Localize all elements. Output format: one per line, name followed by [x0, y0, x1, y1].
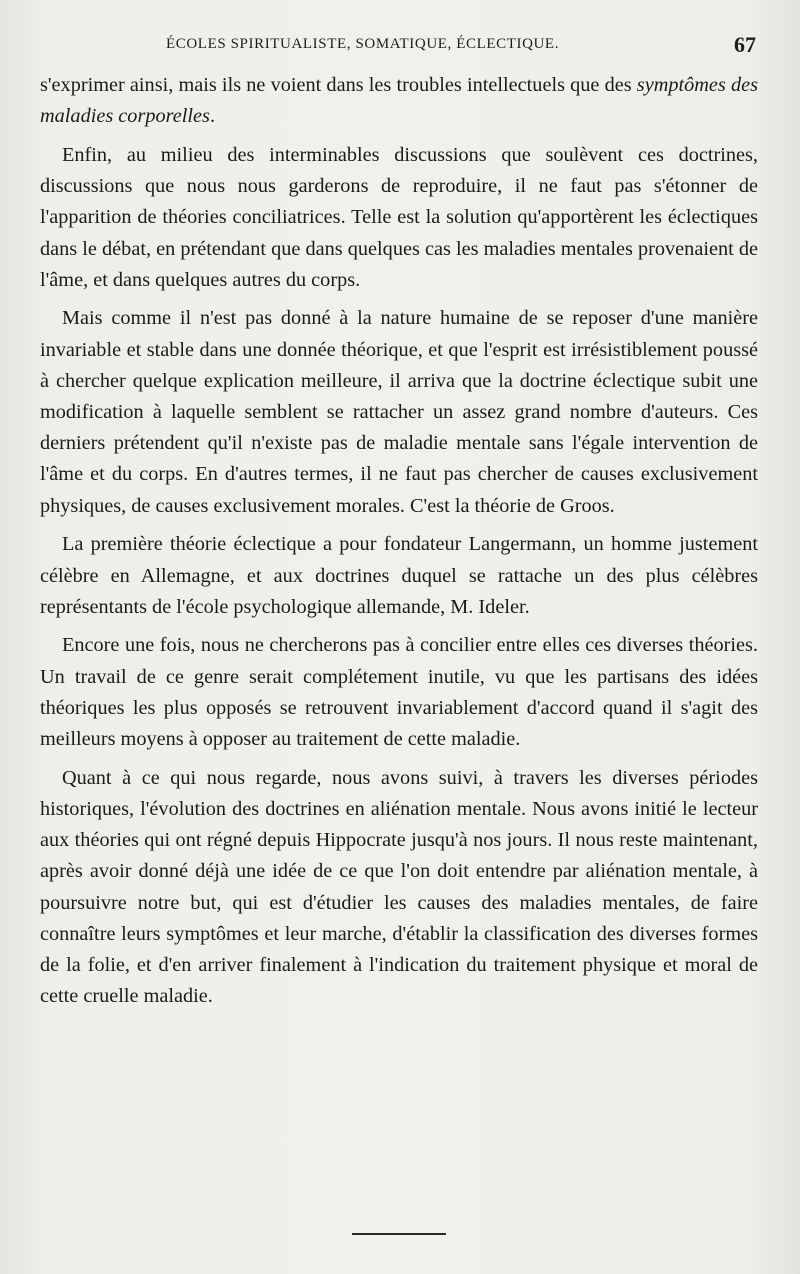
show-through-text — [40, 1185, 760, 1215]
paragraph-0-text: s'exprimer ainsi, mais ils ne voient dans les troubles intellectuels que des — [40, 74, 637, 96]
paragraph-0-tail: . — [209, 105, 216, 128]
page-number: 67 — [734, 32, 756, 57]
paragraph-0-italic: symptômes des maladies corporelles — [40, 74, 758, 128]
paragraph-2: Mais comme il n'est pas donné à la nature humaine de se reposer d'une manière invariable et stable dans une donnée théorique, et que l'esprit est irrésistiblement poussé à chercher quelque explication meilleure, il arriva que la doctrine éclectique subit une modification à laquelle semblent se rattacher un assez grand nombre d'auteurs. Ces derniers prétendent qu'il n'existe pas de maladie mentale sans l'égale intervention de l'âme et du corps. En d'autres termes, il ne faut pas chercher de causes exclusivement physiques, de causes exclusivement morales. C'est la théorie de Groos. — [40, 307, 758, 517]
page-header — [40, 32, 758, 64]
footnote-separator-rule — [352, 1233, 446, 1235]
paragraph-3: La première théorie éclectique a pour fondateur Langermann, un homme justement célèbre en Allemagne, et aux doctrines duquel se rattache un des plus célèbres représentants de l'école psychologique allemande, M. Ideler. — [40, 533, 758, 618]
body-text — [40, 70, 758, 1020]
paragraph-1: Enfin, au milieu des interminables discussions que soulèvent ces doctrines, discussions que nous nous garderons de reproduire, il ne faut pas s'étonner de l'apparition de théories conciliatrices. Telle est la solution qu'apportèrent les éclectiques dans le débat, en prétendant que dans quelques cas les maladies mentales provenaient de l'âme, et dans quelques autres du corps. — [40, 143, 758, 291]
paragraph-0 — [40, 70, 758, 132]
paragraph-4: Encore une fois, nous ne chercherons pas à concilier entre elles ces diverses théories. Un travail de ce genre serait complétement inutile, vu que les partisans des idées théoriques les plus opposés se retrouvent invariablement d'accord quand il s'agit des meilleurs moyens à opposer au traitement de cette maladie. — [40, 634, 758, 751]
running-head: ÉCOLES SPIRITUALISTE, SOMATIQUE, ÉCLECTIQUE. — [166, 36, 560, 52]
paragraph-5: Quant à ce qui nous regarde, nous avons suivi, à travers les diverses périodes historiques, l'évolution des doctrines en aliénation mentale. Nous avons initié le lecteur aux théories qui ont régné depuis Hippocrate jusqu'à nos jours. Il nous reste maintenant, après avoir donné déjà une idée de ce que l'on doit entendre par aliénation mentale, à poursuivre notre but, qui est d'étudier les causes des maladies mentales, de faire connaître leurs symptômes et leur marche, d'établir la classification des diverses formes de la folie, et d'en arriver finalement à l'indication du traitement physique et moral de cette cruelle maladie. — [40, 766, 758, 1008]
